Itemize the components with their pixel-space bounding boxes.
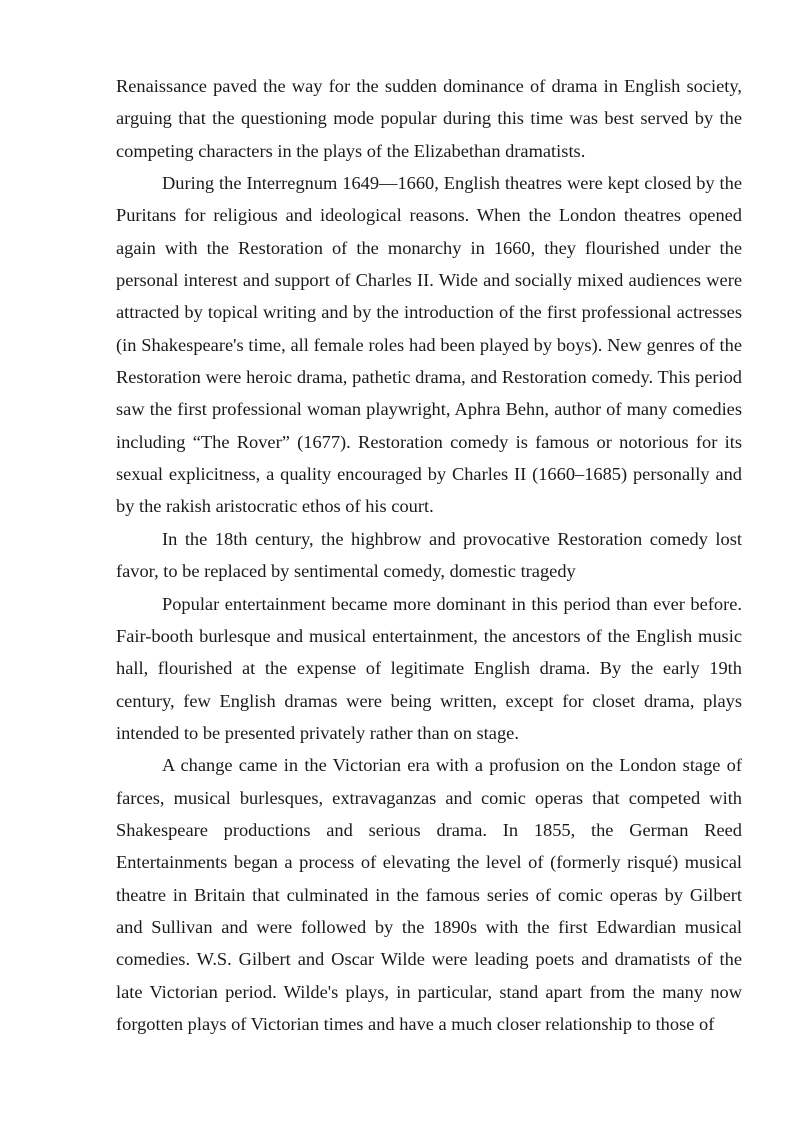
paragraph-popular-entertainment: Popular entertainment became more dominant in this period than ever before. Fair-booth burlesque and musical entertainment, the ancestors of the English music hall, flourished at the expense of legitimate English drama. By the early 19th century, few English dramas were being written, except for closet drama, plays intended to be presented privately rather than on stage. (116, 593, 742, 743)
paragraph-18th-century: In the 18th century, the highbrow and provocative Restoration comedy lost favor, to be replaced by sentimental comedy, domestic tragedy (116, 528, 742, 582)
paragraph-renaissance-continuation: Renaissance paved the way for the sudden dominance of drama in English society, arguing that the questioning mode popular during this time was best served by the competing characters in the plays of the Elizabethan dramatists. (116, 76, 742, 161)
paragraph-victorian-era: A change came in the Victorian era with a profusion on the London stage of farces, musical burlesques, extravaganzas and comic operas that competed with Shakespeare productions and serious drama. In 1855, the German Reed Entertainments began a process of elevating the level of (formerly risqué) musical theatre in Britain that culminated in the famous series of comic operas by Gilbert and Sullivan and were followed by the 1890s with the first Edwardian musical comedies. W.S. Gilbert and Oscar Wilde were leading poets and dramatists of the late Victorian period. Wilde's plays, in particular, stand apart from the many now forgotten plays of Victorian times and have a much closer relationship to those of (116, 755, 742, 1034)
paragraph-interregnum-restoration: During the Interregnum 1649—1660, English theatres were kept closed by the Puritans for religious and ideological reasons. When the London theatres opened again with the Restoration of the monarchy in 1660, they flourished under the personal interest and support of Charles II. Wide and socially mixed audiences were attracted by topical writing and by the introduction of the first professional actresses (in Shakespeare's time, all female roles had been played by boys). New genres of the Restoration were heroic drama, pathetic drama, and Restoration comedy. This period saw the first professional woman playwright, Aphra Behn, author of many comedies including “The Rover” (1677). Restoration comedy is famous or notorious for its sexual explicitness, a quality encouraged by Charles II (1660–1685) personally and by the rakish aristocratic ethos of his court. (116, 173, 742, 517)
body-text (116, 70, 742, 1040)
